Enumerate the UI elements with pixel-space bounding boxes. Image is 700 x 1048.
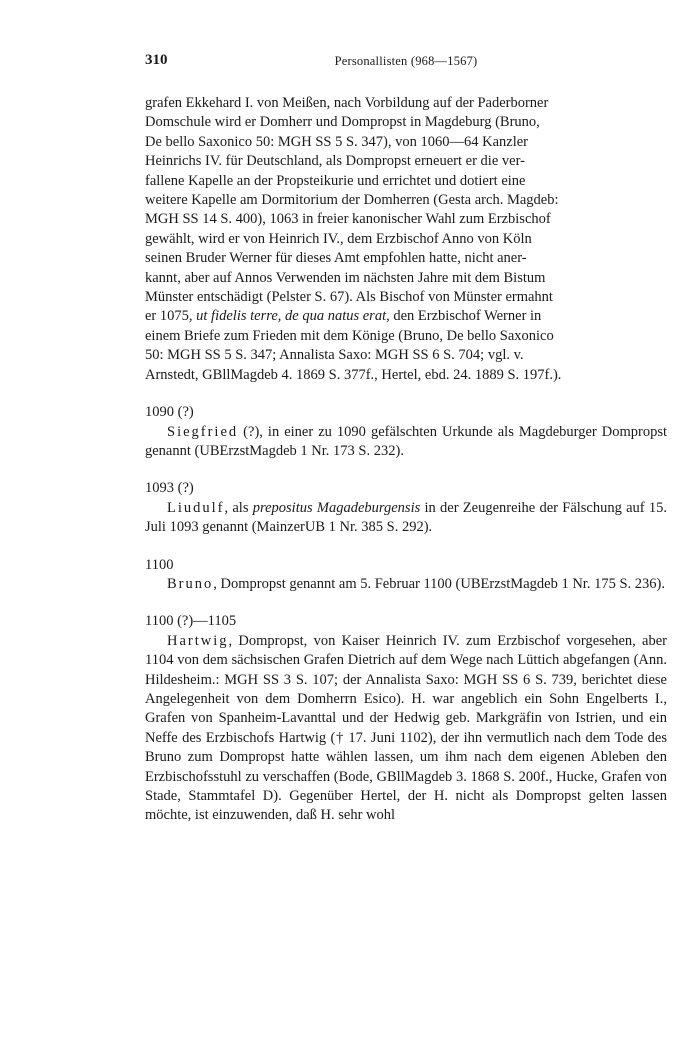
- entry-text: , Dompropst, von Kaiser Heinrich IV. zum Erzbischof vorgesehen, aber 1104 von dem sächsischen Grafen Dietrich auf dem Wege nach Lüttich abgefangen (Ann. Hildesheim.: MGH SS 3 S. 107; der Annalista Saxo: MGH SS 6 S. 739, berichtet diese Angelegenheit von dem Domherrn Esico). H. war angeblich ein Sohn Engelberts I., Grafen von Spanheim-Lavanttal und der Hedwig geb. Markgräfin von Istrien, und ein Neffe des Erzbischofs Hartwig († 17. Juni 1102), der ihn vermutlich nach dem Tode des Bruno zum Dompropst hatte wählen lassen, um ihm nach dem eigenen Ableben den Erzbischofsstuhl zu verschaffen (Bode, GBllMagdeb 3. 1868 S. 200f., Hucke, Grafen von Stade, Stammtafel D). Gegenüber Hertel, der H. nicht als Dompropst gelten lassen möchte, ist einzuwenden, daß H. sehr wohl: [145, 632, 667, 824]
- book-page: [145, 52, 667, 826]
- latin-quote: ut fidelis terre, de qua natus erat,: [196, 308, 390, 325]
- entry-body: [145, 423, 667, 462]
- text-fragment: den Erzbischof Werner in: [389, 308, 542, 325]
- person-name: Siegfried: [167, 423, 239, 440]
- intro-paragraph: [145, 94, 667, 385]
- entry-text: , als: [224, 499, 253, 516]
- text-line: seinen Bruder Werner für dieses Amt empfohlen hatte, nicht aner-: [145, 250, 527, 267]
- text-line: 50: MGH SS 5 S. 347; Annalista Saxo: MGH SS 6 S. 704; vgl. v.: [145, 347, 524, 364]
- person-name: Bruno: [167, 575, 214, 592]
- list-entry: [145, 612, 667, 825]
- list-entry: [145, 556, 667, 595]
- entry-body: [145, 575, 667, 594]
- person-name: Hartwig: [167, 632, 229, 649]
- text-line: Arnstedt, GBllMagdeb 4. 1869 S. 377f., Hertel, ebd. 24. 1889 S. 197f.).: [145, 366, 562, 383]
- list-entry: [145, 403, 667, 461]
- text-line: Münster entschädigt (Pelster S. 67). Als Bischof von Münster ermahnt: [145, 289, 553, 306]
- latin-term: prepositus Magadeburgensis: [252, 499, 421, 516]
- entry-year: 1090 (?): [145, 404, 194, 421]
- list-entry: [145, 479, 667, 537]
- entry-text: in der Zeugenreihe der Fälschung auf 15. Juli 1093 genannt (MainzerUB 1 Nr. 385 S. 292).: [145, 499, 668, 536]
- entry-year: 1093 (?): [145, 480, 194, 497]
- text-line: MGH SS 14 S. 400), 1063 in freier kanonischer Wahl zum Erzbischof: [145, 211, 551, 228]
- text-line: grafen Ekkehard I. von Meißen, nach Vorbildung auf der Paderborner: [145, 95, 549, 111]
- text-line: gewählt, wird er von Heinrich IV., dem Erzbischof Anno von Köln: [145, 230, 532, 247]
- text-line: Domschule wird er Domherr und Dompropst in Magdeburg (Bruno,: [145, 114, 540, 131]
- entry-body: [145, 632, 667, 826]
- text-line: De bello Saxonico 50: MGH SS 5 S. 347), von 1060—64 Kanzler: [145, 133, 529, 150]
- text-line: Heinrichs IV. für Deutschland, als Dompropst erneuert er die ver-: [145, 153, 525, 170]
- text-line: fallene Kapelle an der Propsteikurie und errichtet und dotiert eine: [145, 172, 526, 189]
- entry-text: , Dompropst genannt am 5. Februar 1100 (UBErzstMagdeb 1 Nr. 175 S. 236).: [213, 575, 665, 592]
- text-line: kannt, aber auf Annos Verwenden im nächsten Jahre mit dem Bistum: [145, 269, 546, 286]
- page-header: [145, 52, 667, 74]
- entry-year: 1100 (?)—1105: [145, 613, 237, 630]
- entry-body: [145, 499, 667, 538]
- text-line: weitere Kapelle am Dormitorium der Domherren (Gesta arch. Magdeb:: [145, 192, 559, 209]
- person-name: Liudulf: [167, 499, 225, 516]
- running-title: Personallisten (968—1567): [334, 54, 478, 68]
- page-number: 310: [145, 52, 168, 68]
- text-line: [145, 307, 667, 326]
- entry-year: 1100: [145, 556, 174, 573]
- entry-text: (?), in einer zu 1090 gefälschten Urkunde als Magdeburger Dompropst genannt (UBErzstMagdeb 1 Nr. 173 S. 232).: [145, 423, 667, 459]
- text-line: einem Briefe zum Frieden mit dem Könige (Bruno, De bello Saxonico: [145, 327, 554, 344]
- text-fragment: er 1075,: [145, 308, 197, 325]
